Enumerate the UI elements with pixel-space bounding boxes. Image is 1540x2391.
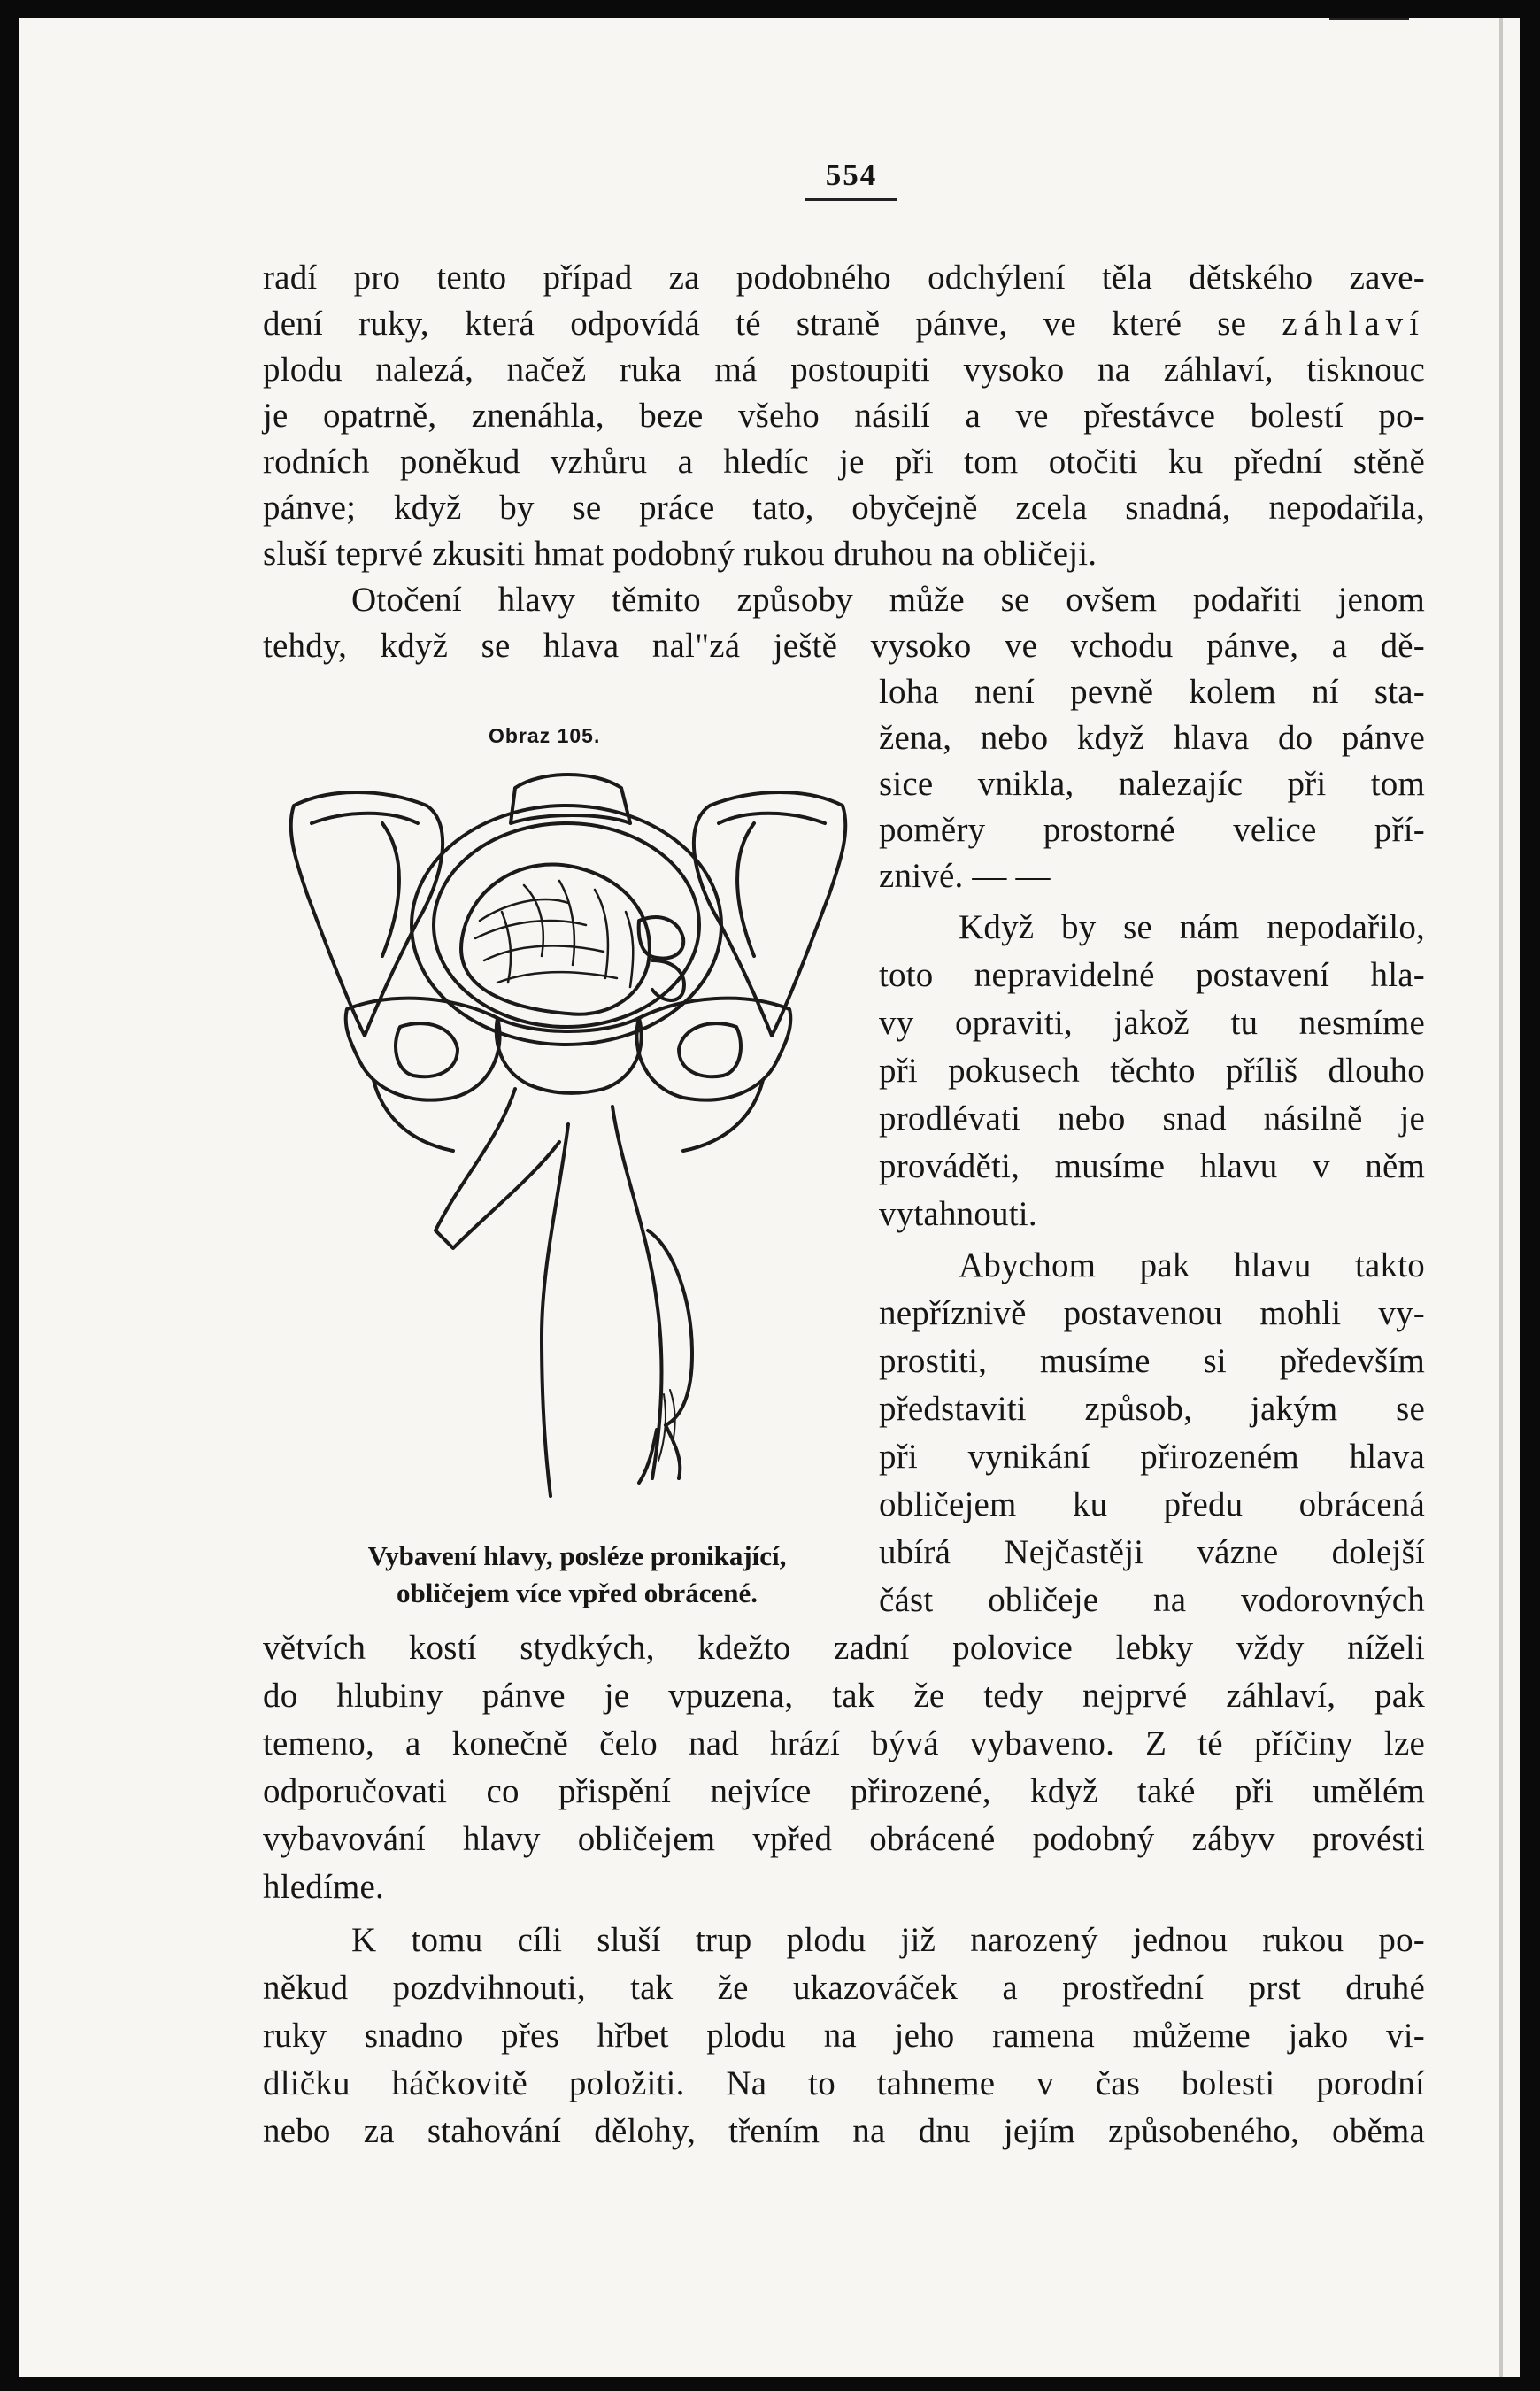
text-line: prodlévati nebo snad násilně je bbox=[879, 1099, 1425, 1138]
text-line: je opatrně, znenáhla, beze všeho násilí a ve přestávce bolestí po- bbox=[263, 397, 1425, 435]
text-line: prostiti, musíme si především bbox=[879, 1342, 1425, 1380]
text-line: dení ruky, která odpovídá té straně pánve, ve které se záhlaví bbox=[263, 305, 1425, 343]
book-page bbox=[19, 18, 1520, 2377]
right-obturator bbox=[679, 1023, 741, 1076]
right-hip-bone bbox=[636, 999, 790, 1100]
text-line: prováděti, musíme hlavu v něm bbox=[879, 1147, 1425, 1185]
figure-caption-line: obličejem více vpřed obrácené. bbox=[396, 1577, 758, 1608]
text-line: loha není pevně kolem ní sta- bbox=[879, 673, 1425, 711]
text-line: znivé. — — bbox=[879, 857, 1051, 895]
text-line: nebo za stahování dělohy, třením na dnu jejím způsobeného, oběma bbox=[263, 2112, 1425, 2150]
text-line: sluší teprvé zkusiti hmat podobný rukou druhou na obličeji. bbox=[263, 535, 1097, 573]
text-line: toto nepravidelné postavení hla- bbox=[879, 956, 1425, 994]
text-line: poměry prostorné velice pří- bbox=[879, 811, 1425, 849]
left-obturator bbox=[396, 1023, 458, 1076]
text-line: plodu nalezá, načež ruka má postoupiti vysoko na záhlaví, tisknouc bbox=[263, 351, 1425, 389]
text-line: odporučovati co přispění nejvíce přirozené, když také při umělém bbox=[263, 1772, 1425, 1810]
text-line: někud pozdvihnouti, tak že ukazováček a prostřední prst druhé bbox=[263, 1969, 1425, 2007]
scan-artifact bbox=[1499, 18, 1503, 2377]
text-line: hledíme. bbox=[263, 1868, 384, 1906]
text-line: při vynikání přirozeném hlava bbox=[879, 1438, 1425, 1476]
page-number: 554 bbox=[825, 158, 878, 192]
figure-title: Obraz 105. bbox=[489, 724, 601, 747]
text-line: tehdy, když se hlava nal"zá ještě vysoko ve vchodu pánve, a dě- bbox=[263, 627, 1425, 665]
text-line: vy opraviti, jakož tu nesmíme bbox=[879, 1004, 1425, 1042]
text-line: vytahnouti. bbox=[879, 1195, 1037, 1233]
text-line: při pokusech těchto příliš dlouho bbox=[879, 1052, 1425, 1090]
text-line: vybavování hlavy obličejem vpřed obrácené podobný zábyv provésti bbox=[263, 1820, 1425, 1858]
text-line: radí pro tento případ za podobného odchýlení těla dětského zave- bbox=[263, 258, 1425, 297]
sacrum bbox=[511, 775, 630, 823]
text-line: Když by se nám nepodařilo, bbox=[959, 908, 1425, 946]
left-hip-bone bbox=[346, 999, 500, 1100]
scan-artifact bbox=[1329, 18, 1409, 20]
text-line: dličku háčkovitě položiti. Na to tahneme v čas bolesti porodní bbox=[263, 2064, 1425, 2102]
text-line: představiti způsob, jakým se bbox=[879, 1390, 1425, 1428]
emphasis: záhlaví bbox=[1282, 305, 1425, 343]
text-line: do hlubiny pánve je vpuzena, tak že tedy nejprvé záhlaví, pak bbox=[263, 1677, 1425, 1715]
text-line: větvích kostí stydkých, kdežto zadní polovice lebky vždy níželi bbox=[263, 1629, 1425, 1667]
text-line: obličejem ku předu obrácená bbox=[879, 1485, 1425, 1523]
text-line: nepříznivě postavenou mohli vy- bbox=[879, 1294, 1425, 1332]
text-line: ruky snadno přes hřbet plodu na jeho ramena můžeme jako vi- bbox=[263, 2017, 1425, 2055]
fetal-arm bbox=[648, 1230, 692, 1425]
text-line: pánve; když by se práce tato, obyčejně zcela snadná, nepodařila, bbox=[263, 489, 1425, 527]
pelvis-illustration bbox=[276, 770, 878, 1523]
text-line: rodních poněkud vzhůru a hledíc je při tom otočiti ku přední stěně bbox=[263, 443, 1425, 481]
text-line: sice vnikla, nalezajíc při tom bbox=[879, 765, 1425, 803]
text-line: část obličeje na vodorovných bbox=[879, 1581, 1425, 1619]
text-line: Otočení hlavy těmito způsoby může se ovšem podařiti jenom bbox=[351, 581, 1425, 619]
figure-caption-line: Vybavení hlavy, posléze pronikající, bbox=[367, 1540, 787, 1571]
text-line: ubírá Nejčastěji vázne dolejší bbox=[879, 1533, 1425, 1571]
text-line: žena, nebo když hlava do pánve bbox=[879, 719, 1425, 757]
text-line: Abychom pak hlavu takto bbox=[959, 1246, 1425, 1284]
text-line: temeno, a konečně čelo nad hrází bývá vybaveno. Z té příčiny lze bbox=[263, 1724, 1425, 1762]
text-line: K tomu cíli sluší trup plodu již narozený jednou rukou po- bbox=[351, 1921, 1425, 1959]
fetal-head bbox=[461, 865, 650, 1014]
page-number-rule bbox=[805, 198, 897, 201]
fetal-trunk bbox=[435, 1089, 559, 1248]
pubic-symphysis bbox=[497, 1018, 642, 1093]
